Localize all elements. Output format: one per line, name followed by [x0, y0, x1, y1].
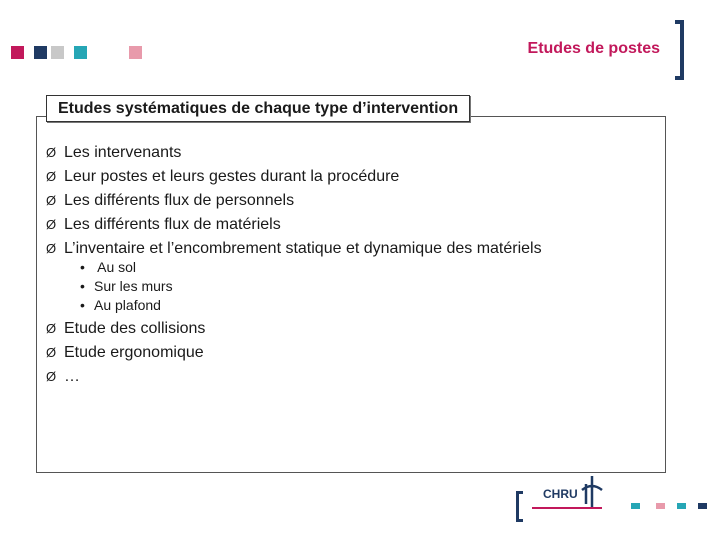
- logo-underline: [532, 507, 602, 509]
- decor-square-navy-small: [698, 503, 707, 509]
- dot-bullet-icon: •: [80, 297, 85, 313]
- main-bullet-list: [46, 141, 542, 261]
- arrow-bullet-icon: Ø: [46, 369, 57, 384]
- decor-square-teal-small: [677, 503, 686, 509]
- list-item: Ø Les intervenants: [46, 141, 542, 165]
- arrow-bullet-icon: Ø: [46, 241, 57, 256]
- list-item: Ø Les différents flux de personnels: [46, 189, 542, 213]
- list-item: Ø Leur postes et leurs gestes durant la procédure: [46, 165, 542, 189]
- list-item: Ø L’inventaire et l’encombrement statique et dynamique des matériels: [46, 237, 542, 261]
- list-item: Ø …: [46, 365, 205, 389]
- arrow-bullet-icon: Ø: [46, 345, 57, 360]
- arrow-bullet-icon: Ø: [46, 145, 57, 160]
- sub-bullet-list: [80, 258, 173, 315]
- decor-square-gray: [51, 46, 64, 59]
- list-item: • Au sol: [80, 259, 137, 275]
- logo-bracket: [516, 491, 523, 522]
- section-title: Etudes systématiques de chaque type d’intervention: [46, 95, 470, 122]
- decor-square-teal: [74, 46, 87, 59]
- list-item: Ø Etude des collisions: [46, 317, 205, 341]
- list-item: Ø Etude ergonomique: [46, 341, 205, 365]
- decor-square-pink: [11, 46, 24, 59]
- dot-bullet-icon: •: [80, 259, 85, 275]
- decor-square-navy: [34, 46, 47, 59]
- arrow-bullet-icon: Ø: [46, 193, 57, 208]
- chru-logo-icon: [578, 474, 606, 510]
- dot-bullet-icon: •: [80, 278, 85, 294]
- list-item: Ø Les différents flux de matériels: [46, 213, 542, 237]
- chru-logo-text: CHRU: [543, 487, 578, 501]
- header-bracket: [675, 20, 684, 80]
- slide-header-title: Etudes de postes: [527, 40, 660, 57]
- decor-square-teal-small: [631, 503, 640, 509]
- list-item: • Au plafond: [80, 297, 161, 313]
- list-item: • Sur les murs: [80, 278, 173, 294]
- secondary-bullet-list: [46, 317, 205, 389]
- arrow-bullet-icon: Ø: [46, 169, 57, 184]
- decor-square-pink-small: [656, 503, 665, 509]
- arrow-bullet-icon: Ø: [46, 321, 57, 336]
- arrow-bullet-icon: Ø: [46, 217, 57, 232]
- decor-square-pink-light: [129, 46, 142, 59]
